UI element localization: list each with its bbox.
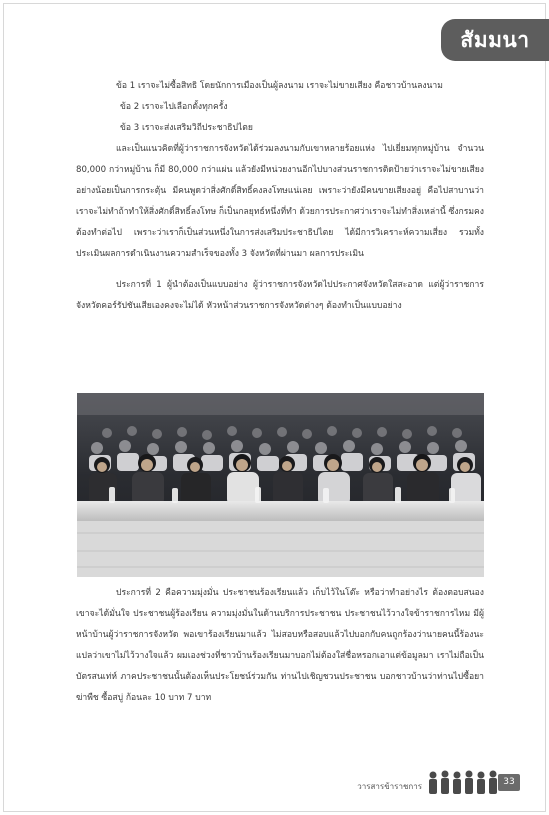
paragraph-1: และเป็นแนวคิดที่ผู้ว่าราชการจังหวัดได้ร่วมลงนามกับเขาหลายร้อยแห่ง ไปเยี่ยมทุกหมู่บ้าน จำนวน 80,000 กว่าหมู่บ้าน ก็มี 80,000 กว่าแผ่น แล้วยังมีหน่วยงานอีกไปบางส่วนราชการติดป้ายว่าเราจะไม่ขายเสียง อย่างน้อยเป็นการกระตุ้น มีคนพูดว่าสิ่งศักดิ์สิทธิ์คงลงโทษแน่เลย เพราะว่ายังมีคนขายเสียงอยู่ คือไปสาบานว่าเราจะไม่ทำถ้าทำให้สิ่งศักดิ์สิทธิ์ลงโทษ ก็เป็นกลยุทธ์หนึ่งที่ทำ ด้วยการประกาศว่าเราจะไม่ทำสิ่งเหล่านี้ ซึ่งกรมคงต้องทำต่อไป เพราะว่าเราก็เป็นส่วนหนึ่งในการส่งเสริมประชาธิปไตย ได้มีการวิเคราะห์ความเสี่ยง รวมทั้งประเมินผลการดำเนินงานความสำเร็จของทั้ง 3 จังหวัดที่ผ่านมา ผลการประเมิน xyxy=(76,144,484,259)
seminar-photo xyxy=(77,393,484,577)
page-number: 33 xyxy=(498,774,520,791)
paragraph-2: ประการที่ 1 ผู้นำต้องเป็นแบบอย่าง ผู้ว่าราชการจังหวัดไปประกาศจังหวัดใสสะอาด แต่ผู้ว่าราชการจังหวัดคอร์รัปชันเสียเองคงจะไม่ได้ หัวหน้าส่วนราชการจังหวัดต่างๆ ต้องทำเป็นแบบอย่าง xyxy=(76,280,484,311)
seminar-audience-illustration xyxy=(77,393,484,577)
item-2: ข้อ 2 เราจะไปเลือกตั้งทุกครั้ง xyxy=(120,102,228,112)
section-tab: สัมมนา xyxy=(441,19,549,61)
top-text-block xyxy=(76,76,484,317)
paragraph-3: ประการที่ 2 คือความมุ่งมั่น ประชาชนร้องเรียนแล้ว เก็บไว้ในโต๊ะ หรือว่าทำอย่างไร ต้องตอบสนอง เขาจะได้มั่นใจ ประชาชนผู้ร้องเรียน ความมุ่งมั่นในด้านบริการประชาชน ประชาชนไว้วางใจข้าราชการไหม มีผู้หน้าบ้านผู้ว่าราชการจังหวัด พอเขาร้องเรียนมาแล้ว ไม่สอบหรือสอบแล้วไปบอกกับคนถูกร้องว่านายคนนี้ร้องนะ แปลว่าเขาไม่ไว้วางใจแล้ว ผมเองช่วงที่ชาวบ้านร้องเรียนมาบอกไม่ต้องใส่ชื่อหรอกเอาแต่ข้อมูลมา เราไม่ถือเป็นบัตรสนเท่ห์ ภาคประชาชนนั้นต้องเห็นประโยชน์ร่วมกัน ท่านไปเชิญชวนประชาชน บอกชาวบ้านว่าท่านไปซื้อยาฆ่าพืช ซื้อสบู่ ก้อนละ 10 บาท 7 บาท xyxy=(76,588,484,703)
journal-name: วารสารข้าราชการ xyxy=(357,782,422,791)
item-3: ข้อ 3 เราจะส่งเสริมวิถีประชาธิปไตย xyxy=(120,123,253,133)
bottom-text-block xyxy=(76,583,484,709)
item-1: ข้อ 1 เราจะไม่ซื้อสิทธิ โดยนักการเมืองเป็นผู้ลงนาม เราจะไม่ขายเสียง คือชาวบ้านลงนาม xyxy=(116,81,443,91)
people-silhouettes-icon xyxy=(426,770,500,796)
